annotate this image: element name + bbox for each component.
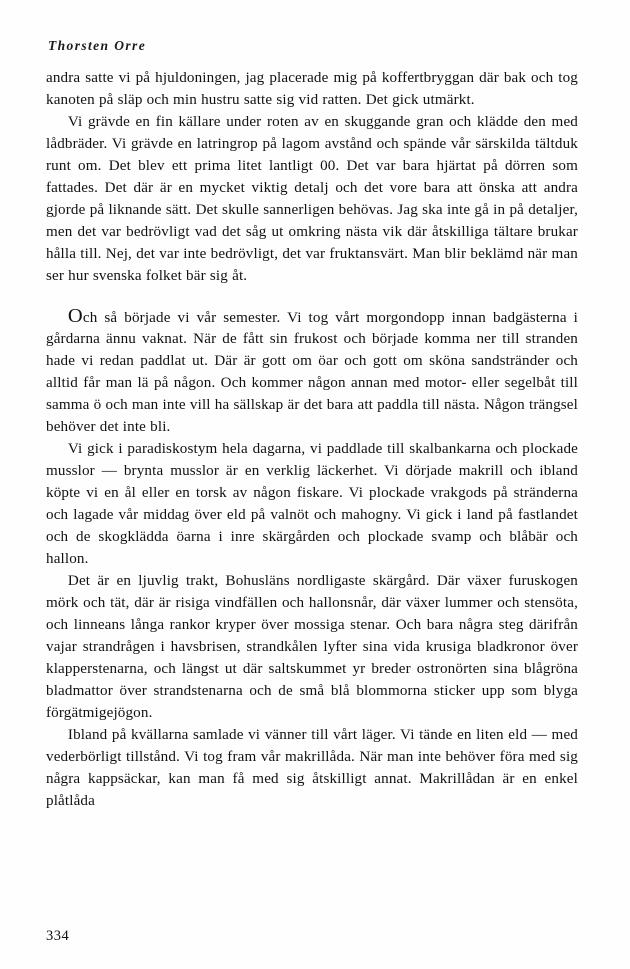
paragraph: Vi grävde en fin källare under roten av en skuggande gran och klädde den med lådbräder. Vi grävde en latringrop på lagom avstånd och spände vår särskilda tältduk runt om. Det blev ett prima litet lantligt 00. Det var bara hjärtat på dörren som fattades. Det där är en mycket viktig detalj och det vore bara att önska att andra gjorde på liknande sätt. Det skulle sannerligen behövas. Jag ska inte gå in på detaljer, men det var bedrövligt vad det såg ut omkring nästa vik där åtskilliga tältare brukar hålla till. Nej, det var inte bedrövligt, det var fruktansvärt. Man blir beklämd när man ser hur svenska folket bär sig åt.	[46, 113, 578, 284]
drop-cap-letter: O	[67, 304, 83, 327]
page-body	[46, 68, 578, 812]
running-head: Thorsten Orre	[48, 38, 147, 53]
page-number: 334	[46, 928, 70, 944]
paragraph: Det är en ljuvlig trakt, Bohusläns nordligaste skärgård. Där växer furuskogen mörk och tät, där är risiga vindfällen och hallonsnår, där växer lummer och stensöta, och linneans långa rankor kryper över mossiga stenar. Och bara några steg därifrån vajar strandrågen i havsbrisen, strandkålen lyfter sina vida krusiga bladkronor över klapperstenarna, och längst ut där saltskummet yr breder ostronörten sina blågröna bladmattor över strandstenarna och de små blå blommorna sticker upp som blyga förgätmigejögon.	[46, 572, 578, 721]
paragraph-dropcap	[46, 306, 578, 440]
paragraph: Ibland på kvällarna samlade vi vänner till vårt läger. Vi tände en liten eld — med vederbörligt tillstånd. Vi tog fram vår makrillåda. När man inte behöver föra med sig några kappsäckar, kan man få med sig åtskilligt annat. Makrillådan är en enkel plåtlåda	[46, 726, 578, 809]
paragraph-continued: andra satte vi på hjuldoningen, jag placerade mig på koffertbryggan där bak och tog kanoten på släp och min hustru satte sig vid ratten. Det gick utmärkt.	[46, 70, 578, 108]
paragraph-dropcap-text: ch så började vi vår semester. Vi tog vårt morgondopp innan badgästerna i gårdarna ännu vaknat. När de fått sin frukost och började komma ner till stranden hade vi redan paddlat ut. Där är gott om öar och gott om sköna sandstränder och alltid får man lä på någon. Och kommer någon annan med motor- eller segelbåt till samma ö och man inte vill ha sällskap är det bara att paddla till nästa. Någon trängsel behöver det inte bli.	[46, 309, 578, 436]
paragraph: Vi gick i paradiskostym hela dagarna, vi paddlade till skalbankarna och plockade musslor — brynta musslor är en verklig läckerhet. Vi dörjade makrill och ibland köpte vi en ål eller en torsk av någon fiskare. Vi plockade vrakgods på stränderna och lagade vår middag över eld på valnöt och mahogny. Vi gick i land på fastlandet och de skogklädda öarna i inre skärgården och plockade svamp och blåbär och hallon.	[46, 441, 578, 568]
